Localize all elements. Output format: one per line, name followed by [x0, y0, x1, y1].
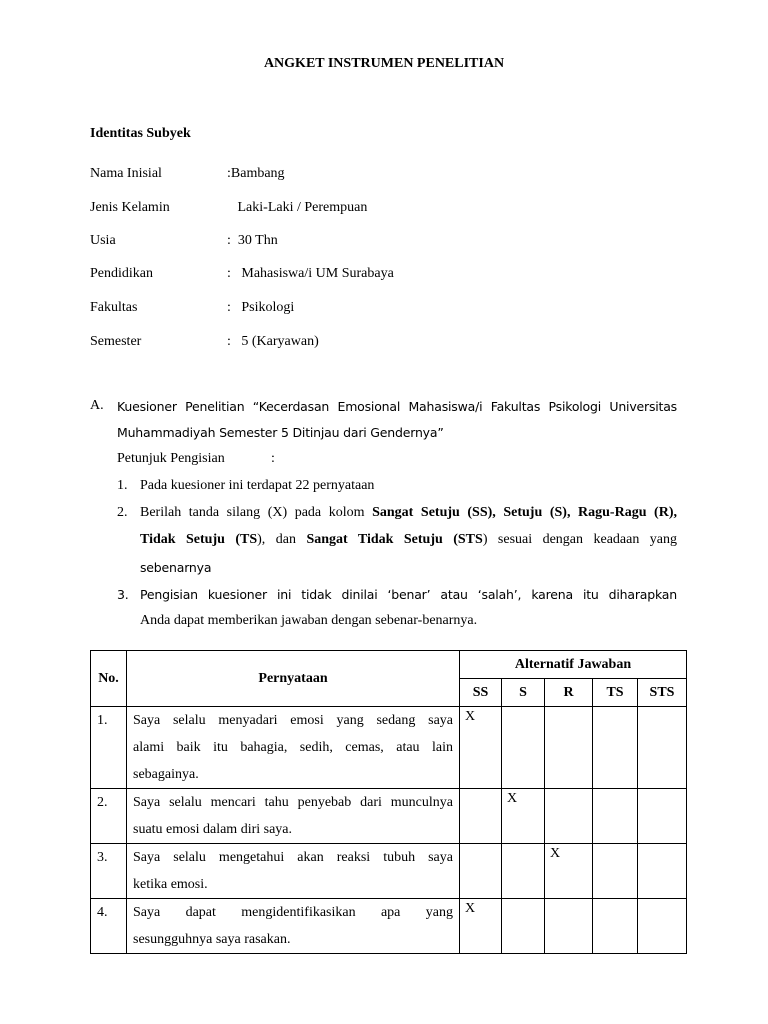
instruction-2-plain-3: ) sesuai dengan keadaan yang	[482, 532, 678, 547]
row-statement-line: sebagainya.	[133, 767, 199, 782]
field-gender-label: Jenis Kelamin	[90, 200, 170, 215]
table-row	[91, 707, 687, 789]
field-semester-value: : 5 (Karyawan)	[227, 334, 319, 349]
field-semester-label: Semester	[90, 334, 142, 349]
table-row	[91, 899, 687, 954]
row-statement-line: Saya selalu mencari tahu penyebab dari munculnya	[133, 795, 453, 810]
instruction-2-plain-1: Berilah tanda silang (X) pada kolom	[140, 505, 373, 520]
field-faculty-value: : Psikologi	[227, 300, 295, 315]
instruction-2-line2-text	[140, 532, 677, 548]
document-title: ANGKET INSTRUMEN PENELITIAN	[263, 56, 505, 71]
row-statement-line: Saya selalu menyadari emosi yang sedang saya	[133, 713, 453, 728]
answer-cell-ss[interactable]: X	[460, 707, 502, 789]
row-number: 1.	[91, 707, 127, 789]
table-row	[91, 844, 687, 899]
answer-cell-ts[interactable]	[593, 707, 638, 789]
row-statement	[127, 844, 460, 899]
field-education-label: Pendidikan	[90, 266, 153, 281]
answer-cell-s[interactable]	[502, 707, 545, 789]
instruction-2-num: 2.	[117, 505, 128, 520]
field-age-label: Usia	[90, 233, 116, 248]
answer-cell-r[interactable]	[545, 899, 593, 954]
option-header-s: S	[502, 679, 545, 707]
instruction-3-line1-text: Pengisian kuesioner ini tidak dinilai ‘benar’ atau ‘salah’, karena itu diharapkan	[140, 587, 677, 602]
header-statement: Pernyataan	[127, 651, 460, 707]
answer-cell-s[interactable]	[502, 844, 545, 899]
answer-cell-ts[interactable]	[593, 789, 638, 844]
instruction-3-num: 3.	[117, 587, 129, 602]
option-header-sts: STS	[638, 679, 687, 707]
section-intro-line2: Muhammadiyah Semester 5 Ditinjau dari Gendernya”	[117, 425, 444, 440]
instruction-2-bold-3: Sangat Tidak Setuju (STS	[306, 532, 483, 547]
option-header-ts: TS	[593, 679, 638, 707]
row-statement-line: ketika emosi.	[133, 877, 208, 892]
answer-cell-ts[interactable]	[593, 844, 638, 899]
instruction-1-text: Pada kuesioner ini terdapat 22 pernyataan	[140, 478, 375, 493]
field-name-label: Nama Inisial	[90, 166, 162, 181]
row-statement-line: Saya dapat mengidentifikasikan apa yang	[133, 905, 453, 920]
row-statement	[127, 899, 460, 954]
header-no: No.	[91, 651, 127, 707]
row-number: 3.	[91, 844, 127, 899]
table-row	[91, 789, 687, 844]
row-statement-line: Saya selalu mengetahui akan reaksi tubuh saya	[133, 850, 453, 865]
instruction-2-line1-text	[140, 505, 677, 521]
row-statement-line: suatu emosi dalam diri saya.	[133, 822, 293, 837]
answer-cell-sts[interactable]	[638, 789, 687, 844]
field-age-value: : 30 Thn	[227, 233, 278, 248]
instruction-2-bold-1: Sangat Setuju (SS), Setuju (S), Ragu-Ragu (R),	[372, 505, 677, 520]
answer-cell-s[interactable]: X	[502, 789, 545, 844]
field-name-value: :Bambang	[227, 166, 285, 181]
answer-cell-r[interactable]	[545, 707, 593, 789]
identity-heading: Identitas Subyek	[90, 126, 191, 141]
instruction-1-num: 1.	[117, 478, 128, 493]
answer-cell-ss[interactable]: X	[460, 899, 502, 954]
answer-cell-s[interactable]	[502, 899, 545, 954]
header-alternatives: Alternatif Jawaban	[460, 651, 687, 679]
field-gender-value: Laki-Laki / Perempuan	[227, 200, 368, 215]
answer-cell-r[interactable]: X	[545, 844, 593, 899]
row-statement-line: alami baik itu bahagia, sedih, cemas, atau lain	[133, 740, 453, 755]
instruction-2-plain-2: ), dan	[257, 532, 307, 547]
row-statement	[127, 707, 460, 789]
instruction-2-line1	[140, 505, 677, 521]
answer-cell-sts[interactable]	[638, 707, 687, 789]
row-statement	[127, 789, 460, 844]
answer-cell-r[interactable]	[545, 789, 593, 844]
answer-cell-sts[interactable]	[638, 844, 687, 899]
answer-cell-ss[interactable]	[460, 844, 502, 899]
instruction-3-line1	[140, 587, 677, 602]
instruction-2-line3: sebenarnya	[140, 560, 212, 575]
row-number: 2.	[91, 789, 127, 844]
field-faculty-label: Fakultas	[90, 300, 138, 315]
answer-cell-sts[interactable]	[638, 899, 687, 954]
questionnaire-table	[90, 650, 687, 954]
section-marker: A.	[90, 398, 104, 413]
option-header-r: R	[545, 679, 593, 707]
instruction-3-line2: Anda dapat memberikan jawaban dengan sebenar-benarnya.	[140, 613, 478, 628]
instruction-2-line2	[140, 532, 677, 548]
field-education-value: : Mahasiswa/i UM Surabaya	[227, 266, 394, 281]
section-intro-line1	[117, 399, 677, 414]
instruction-2-bold-2: Tidak Setuju (TS	[140, 532, 258, 547]
section-intro-line1-text: Kuesioner Penelitian “Kecerdasan Emosional Mahasiswa/i Fakultas Psikologi Universitas	[117, 399, 677, 414]
answer-cell-ts[interactable]	[593, 899, 638, 954]
instructions-colon: :	[271, 451, 275, 466]
row-statement-line: sesungguhnya saya rasakan.	[133, 932, 291, 947]
option-header-ss: SS	[460, 679, 502, 707]
instructions-label: Petunjuk Pengisian	[117, 451, 225, 466]
row-number: 4.	[91, 899, 127, 954]
answer-cell-ss[interactable]	[460, 789, 502, 844]
